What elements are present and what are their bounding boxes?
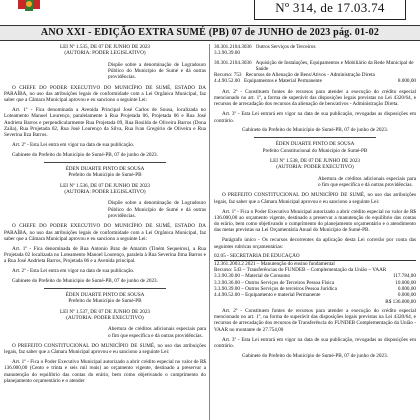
- budget-code: Recurso: 753: [214, 72, 242, 79]
- budget-value: 0.000,00: [397, 292, 416, 299]
- signer-role: Prefeito do Município de Sumé-PB: [68, 298, 142, 305]
- signature-line: [44, 162, 166, 163]
- law-article-1: Art. 1º - Fica o Poder Executivo Municipal autorizado a abrir crédito especial no valor de R$ 136.000,00 (Cento e trinta e seis mil reais) ao orçamento vigente, destinado a preservar a manutenção do equilíbrio das contas do erário, bem como objetivando o cumprimento do planejamento orçamentário e o atender: [4, 359, 206, 385]
- law-closing: Gabinete do Prefeito do Município de Sumé-PB, 07 de junho de 2023.: [12, 278, 158, 285]
- budget-code: 4.4.90.52.00 – Equipamento e material Permanente: [214, 292, 321, 299]
- signature-line: [44, 288, 166, 289]
- budget-code: 3.3.90.30.00 – Material de Consumo: [214, 273, 291, 280]
- law-number: LEI Nº 1.538, DE 07 DE JUNHO DE 2023: [269, 157, 361, 164]
- budget-code: 4.4.90.52.00: [214, 78, 240, 85]
- budget-row: [214, 50, 416, 56]
- law-preamble: O PREFEITO CONSTITUCIONAL DO MUNICÍPIO DE SUMÉ, no uso das atribuições legais, faz saber que a Câmara Municipal aprovou e eu sanciono a seguinte Lei:: [4, 343, 206, 356]
- municipal-crest-icon: [18, 0, 40, 13]
- signer-name: ÉDEN DUARTE PINTO DE SOUSA: [65, 292, 145, 299]
- budget-code: 02.05 - SECRETARIA DE EDUCAÇÃO: [214, 253, 416, 260]
- signature-line: [254, 137, 376, 138]
- law-article-1: Art. 1º - Fica o Poder Executivo Municipal autorizado a abrir crédito especial no valor de R$ 136.000,00 ao orçamento vigente, destinado a preservar a manutenção do equilíbrio das contas do erário, bem como objetivando o cumprimento do planejamento orçamentário e o atendimento das metas previstas na Lei Orçamentária Anual do Município de Sumé-PB.: [214, 208, 416, 234]
- budget-value: 10.000,00: [395, 279, 416, 286]
- signer-name: ÉDEN DUARTE PINTO DE SOUSA: [65, 166, 145, 173]
- law-ementa: Abertura de créditos adicionais especiais para o fim que especifica e dá outras providências.: [318, 175, 416, 189]
- budget-code: 30.301.2104.3036: [214, 59, 252, 66]
- budget-row: [214, 292, 416, 298]
- budget-code: 30.301.2104.3036: [214, 44, 252, 50]
- edition-banner: ANO XXI - EDIÇÃO EXTRA SUMÉ (PB) 07 de JUNHO de 2023 pág. 01-02: [0, 25, 420, 41]
- law-preamble: O CHEFE DO PODER EXECUTIVO DO MUNICÍPIO DE SUMÉ, ESTADO DA PARAÍBA, no uso das atribuições legais de conformidade com a Lei Orgânica Municipal, faz saber que a Câmara Municipal aprovou e eu sanciono a seguinte Lei:: [4, 84, 206, 104]
- budget-value: 8.000,00: [397, 78, 416, 85]
- column-divider: [209, 44, 210, 420]
- budget-text: Outros Serviços de Terceiros: [255, 44, 316, 50]
- law-article-2: Art. 2º - Constituem fontes de recursos para atender a execução do crédito especial mencionado no art. 1º, a forma de superávit das disposições legais previstas no Lei 4320/64, e recursos de arrecadação dos recursos da alienação de bens/ativos - Administração Direta.: [214, 88, 416, 108]
- law-article-3: Art. 3º - Esta Lei entrará em vigor na data de sua publicação, revogadas as disposições em contrário.: [214, 336, 416, 349]
- budget-code: 3.3.90.39.00: [214, 50, 240, 57]
- law-closing: Gabinete do Prefeito do Município de Sumé-PB, 07 de junho de 2023.: [242, 127, 388, 134]
- law-ementa: Abertura de créditos adicionais especiais para o fim que especifica e dá outras providências.: [108, 326, 206, 339]
- budget-row: [214, 253, 416, 260]
- law-paragraph: Parágrafo único - Os recursos decorrentes da aplicação desta Lei correrão por conta das seguintes rubricas orçamentárias:: [214, 237, 416, 250]
- law-origin: (AUTORIA: PODER LEGISLATIVO): [64, 188, 146, 195]
- budget-row: [214, 44, 416, 50]
- law-closing: Gabinete do Prefeito do Município de Sumé-PB, 07 de junho de 2023.: [12, 152, 158, 159]
- budget-text: Recursos de Alienação de Bens/Ativos - Administração Direta: [245, 72, 375, 79]
- law-ementa: Dispõe sobre a denominação de Logradouro Público do Município de Sumé e dá outras providências.: [108, 200, 206, 219]
- budget-row: [214, 78, 416, 84]
- budget-value: 117.784,00: [392, 273, 416, 280]
- law-origin: (AUTORIA: PODER EXECUTIVO): [276, 164, 354, 171]
- right-column: [214, 44, 416, 363]
- law-origin: (AUTORIA: PODER EXECUTIVO): [66, 314, 144, 321]
- budget-text: Aquisição de Instalações, Equipamentos e Mobiliário da Rede Municipal de Saúde: [255, 59, 414, 72]
- signer-role: Prefeito Constitucional do Município de Sumé-PB: [262, 147, 368, 154]
- law-ementa: Dispõe sobre a denominação de Logradouro Público do Município de Sumé e dá outras providências.: [108, 61, 206, 81]
- signer-name: ÉDEN DUARTE PINTO DE SOUSA: [275, 141, 355, 148]
- masthead: [0, 0, 420, 38]
- law-number: LEI Nº 1.536, DE 07 DE JUNHO DE 2023: [59, 182, 151, 189]
- law-preamble: O PREFEITO CONSTITUCIONAL DO MUNICÍPIO DE SUMÉ, no uso das atribuições legais, faz saber que a Câmara Municipal aprovou e eu sanciono a seguinte Lei:: [214, 192, 416, 205]
- budget-row: [214, 60, 416, 73]
- law-number: LEI Nº 1.535, DE 07 DE JUNHO DE 2023: [59, 44, 151, 50]
- budget-code: 3.3.90.36.00 – Outros Serviços de Terceiros Pessoa Física: [214, 279, 335, 286]
- law-closing: Gabinete do Prefeito do Município de Sumé-PB, 07 de junho de 2023.: [242, 352, 388, 359]
- law-article-1: Art. 1º - Fica denominada de Rua Antonio Braz de Amarim (Tiném Sequeiros), a Rua Projetada 02 localizada no Loteamento Manoel Lourenço, paralela à Rua Severina Ilma Barros e a Rua José Andrieta Barros, Projetada 06 e a Avenida principal.: [4, 245, 206, 265]
- issue-number: Nº 314, de 17.03.74: [275, 0, 385, 15]
- budget-code: 12.361.2003.2 2021 – Manutenção do ensino fundamental: [214, 260, 335, 267]
- left-column: [4, 44, 206, 388]
- signer-role: Prefeito do Município de Sumé-PB: [68, 172, 142, 179]
- law-article-2: Art. 2º - Esta Lei entra em vigor na data de sua publicação.: [12, 142, 135, 149]
- law-origin: (AUTORIA: PODER LEGISLATIVO): [64, 50, 146, 57]
- law-article-2: Art. 2º - Esta Lei entra em vigor na data de sua publicação.: [12, 268, 135, 275]
- budget-total: R$ 136.000,00: [385, 298, 416, 305]
- law-article-1: Art. 1º - Fica denominada a Avenida Principal José Carlos de Sousa, localizada no Loteamento Manoel Lourenço, paralelamente à Rua Projetada 06, Projetada 06 e Rua José Andrieta Barros e perpendicularmente Rua Projetada 09, Rua Rosilda de Oliveira Barros (Dona Zaila), Rua Projetada 02, Rua José Lourenço da Silva, Rua Ivan Gregório de Oliveira e Rua Severina Ilza Barros.: [4, 107, 206, 139]
- budget-code: 3.3.90.39.00 – Outros Serviços de terceiros Pessoa Jurídica: [214, 285, 337, 292]
- law-number: LEI Nº 1.537, DE 07 DE JUNHO DE 2023: [59, 308, 151, 315]
- law-preamble: O CHEFE DO PODER EXECUTIVO DO MUNICÍPIO DE SUMÉ, ESTADO DA PARAÍBA, no uso das atribuições legais de conformidade com a Lei Orgânica Municipal, faz saber que a Câmara Municipal aprovou e eu sanciono a seguinte Lei:: [4, 223, 206, 242]
- issue-number-box: [254, 0, 406, 20]
- budget-value: 0.000,00: [397, 285, 416, 292]
- budget-code: Recurso: 543 – Transferências do FUNDEB – Complementação da União – VAAR: [214, 267, 387, 274]
- budget-text: Equipamentos e Material Permanente: [243, 78, 322, 85]
- law-article-2: Art. 2º - Constituem fontes de recursos para atender a execução do crédito especial mencionado no art. 1º, na forma de superávit das disposições legais previstas na Lei 4320/64, e recursos de arrecadação dos recursos de Transferência do FUNDEB Complementação da União - VAAR no montante de 27.754,00: [214, 307, 416, 333]
- law-article-3: Art. 3º - Esta Lei entrará em vigor na data de sua publicação, revogadas as disposições em contrário.: [214, 111, 416, 124]
